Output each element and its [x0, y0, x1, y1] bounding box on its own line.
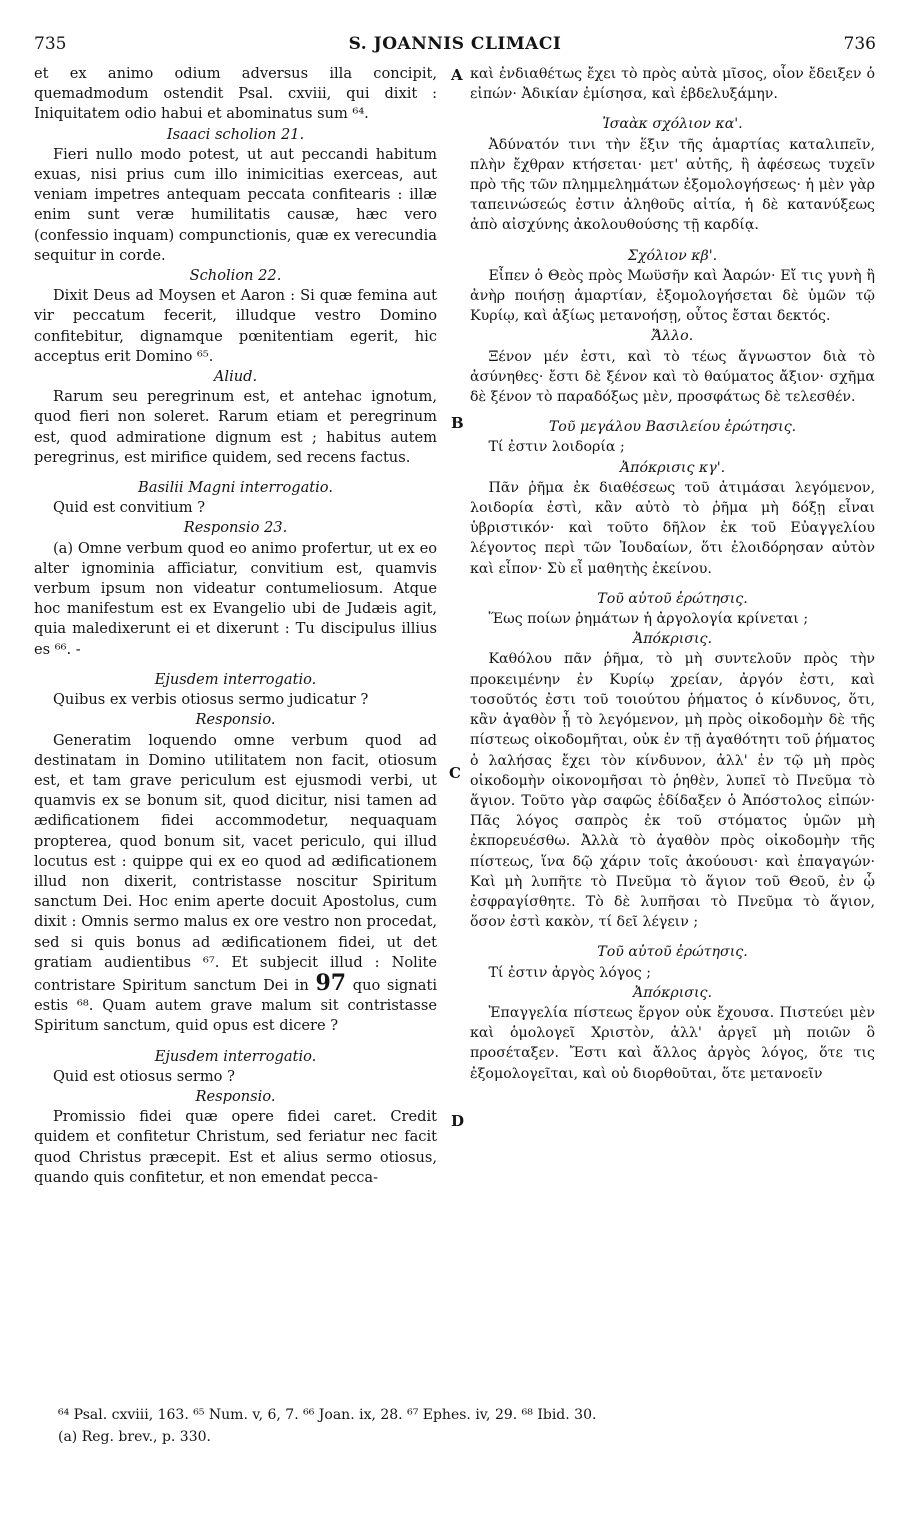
- footnote-line-1: ⁶⁴ Psal. cxviii, 163. ⁶⁵ Num. v, 6, 7. ⁶⁶ Joan. ix, 28. ⁶⁷ Ephes. iv, 29. ⁶⁸ Ibid. 30.: [58, 1407, 597, 1423]
- latin-question-2: Quibus ex verbis otiosus sermo judicatur ?: [52, 691, 369, 709]
- latin-para-6: [34, 731, 437, 1037]
- latin-question-1: Quid est convitium ?: [52, 499, 206, 517]
- greek-para-5: Πᾶν ῥῆμα ἐκ διαθέσεως τοῦ ἀτιμάσαι λεγόμενον, λοιδορία ἐστὶ, κἂν αὐτὸ τὸ ῥῆμα μὴ δόξῃ εἶναι ὑβριστικόν· καὶ τοῦτο δῆλον ἐκ τοῦ Εὐαγγελίου λέγοντος περὶ τῶν Ἰουδαίων, ὅτι ἐλοιδόρησαν αὐτὸν καὶ εἶπον· Σὺ εἶ μαθητὴς ἐκείνου.: [470, 479, 875, 577]
- greek-heading-isaac-21: Ἰσαὰκ σχόλιον κα'.: [602, 116, 743, 133]
- latin-para-3: Dixit Deus ad Moysen et Aaron : Si quæ femina aut vir peccatum fecerit, illudque vestro Domino confitebitur, dignamque pœnitentiam egerit, hic acceptus erit Domino ⁶⁵.: [34, 287, 437, 365]
- section-marker-d: D: [451, 1112, 465, 1130]
- greek-heading-basil: Τοῦ μεγάλου Βασιλείου ἐρώτησις.: [548, 419, 797, 436]
- latin-para-7: Promissio fidei quæ opere fidei caret. Credit quidem et confitetur Christum, sed feriatur nec facit quod Christus præcepit. Est et alius sermo otiosus, quando quis confitetur, et non emendat pecca-: [34, 1108, 437, 1186]
- latin-heading-isaac-21: Isaaci scholion 21.: [166, 125, 305, 143]
- greek-heading-apokrisis-3: Ἀπόκρισις.: [632, 984, 713, 1001]
- greek-heading-apokrisis-2: Ἀπόκρισις.: [632, 631, 713, 648]
- page-number-left: 735: [34, 34, 67, 54]
- greek-heading-autou-1: Τοῦ αὐτοῦ ἐρώτησις.: [597, 590, 748, 607]
- running-title: S. JOANNIS CLIMACI: [348, 34, 562, 54]
- latin-para-2: Fieri nullo modo potest, ut aut peccandi habitum exuas, nisi prius cum illo inimicitias exerceas, aut veniam impetres antequam peccata confitearis : illæ enim sunt veræ humilitatis causæ, hæc vero (confessio inquam) compunctionis, quæ ex verecundia sequitur in corde.: [34, 145, 437, 264]
- latin-heading-ejusdem-1: Ejusdem interrogatio.: [154, 670, 317, 688]
- greek-heading-autou-2: Τοῦ αὐτοῦ ἐρώτησις.: [597, 944, 748, 961]
- greek-para-7: Ἐπαγγελία πίστεως ἔργον οὐκ ἔχουσα. Πιστεύει μὲν καὶ ὁμολογεῖ Χριστὸν, ἀλλ' ἀργεῖ μὴ ποιῶν ὃ προσέταξεν. Ἔστι καὶ ἄλλος ἀργὸς λόγος, ὅτε τις ἐξομολογεῖται, καὶ οὐ διορθοῦται, ὅτε μετανοεῖν: [470, 1004, 875, 1082]
- section-marker-b: B: [451, 414, 464, 432]
- greek-column: [470, 64, 875, 1084]
- section-marker-c: C: [449, 764, 461, 782]
- footnotes: [58, 1404, 878, 1448]
- running-header: [34, 34, 876, 60]
- latin-heading-responsio-23: Responsio 23.: [183, 519, 288, 537]
- latin-heading-responsio-2: Responsio.: [195, 711, 276, 729]
- greek-para-4: Ξένον μέν ἐστι, καὶ τὸ τέως ἄγνωστον διὰ τὸ ἀσύνηθες· ἔστι δὲ ξένον καὶ τὸ θαύματος ἄξιον· σχῆμα δὲ ξένον τὸ παραδόξως μὲν, προσφάτως δὲ τελεσθέν.: [470, 348, 875, 406]
- greek-heading-apokrisis-23: Ἀπόκρισις κγ'.: [619, 459, 726, 476]
- latin-para-6b: quo signati estis ⁶⁸. Quam autem grave malum sit contristasse Spiritum sanctum, quid opus est dicere ?: [34, 976, 438, 1035]
- greek-question-1: Τί ἐστιν λοιδορία ;: [488, 439, 625, 456]
- latin-heading-aliud: Aliud.: [213, 368, 258, 386]
- latin-para-4: Rarum seu peregrinum est, et antehac ignotum, quod fieri non soleret. Rarum etiam et peregrinum est, quod admiratione dignum est ; habitus autem peregrinus, est mirifice quidem, sed recens factus.: [34, 388, 437, 466]
- page-number-right: 736: [843, 34, 876, 54]
- latin-heading-responsio-3: Responsio.: [195, 1087, 276, 1105]
- latin-heading-ejusdem-2: Ejusdem interrogatio.: [154, 1047, 317, 1065]
- greek-question-2: Ἕως ποίων ῥημάτων ἡ ἀργολογία κρίνεται ;: [488, 611, 809, 628]
- greek-para-6: Καθόλου πᾶν ῥῆμα, τὸ μὴ συντελοῦν πρὸς τὴν προκειμένην ἐν Κυρίῳ χρείαν, ἀργόν ἐστι, καὶ τοσοῦτός ἐστι τοῦ τοιούτου ῥήματος ὁ κίνδυνος, ὅτι, κἂν ἀγαθὸν ᾖ τὸ λεγόμενον, μὴ πρὸς οἰκοδομὴν δὲ τῆς πίστεως οἰκοδομῆται, οὐκ ἐν τῇ ἀγαθότητι τοῦ ῥήματος ὁ λαλήσας ἔχει τὸν κίνδυνον, ἀλλ' ἐν τῷ μὴ πρὸς οἰκοδομὴν οἰκονομῆσαι τὸ ῥηθὲν, λυπεῖ τὸ Πνεῦμα τὸ ἅγιον. Τοῦτο γὰρ σαφῶς ἐδίδαξεν ὁ Ἀπόστολος εἰπών· Πᾶς λόγος σαπρὸς ἐκ τοῦ στόματος ὑμῶν μὴ ἐκπορευέσθω. Ἀλλὰ τὸ ἀγαθὸν πρὸς οἰκοδομὴν τῆς πίστεως, ἵνα δῷ χάριν τοῖς ἀκούουσι· καὶ ἐπαγαγών· Καὶ μὴ λυπῆτε τὸ Πνεῦμα τὸ ἅγιον τοῦ Θεοῦ, ἐν ᾧ ἐσφραγίσθητε. Τὸ δὲ λυπῆσαι τὸ Πνεῦμα τὸ ἅγιον, ὅσον ἐστὶ κακὸν, τί δεῖ λέγειν ;: [470, 651, 875, 931]
- column-number-97: 97: [315, 969, 347, 996]
- latin-heading-scholion-22: Scholion 22.: [189, 267, 282, 285]
- section-marker-a: A: [451, 66, 463, 84]
- latin-para-6a: Generatim loquendo omne verbum quod ad destinatam in Domino utilitatem non facit, otiosum est, et tam grave periculum est ejusmodi verbi, ut quamvis ex se bonum sit, quod dicitur, nisi tamen ad ædificationem fidei accommodetur, nequaquam propterea, quod bonum sit, vacet periculo, qui illud locutus est : quippe qui ex eo quod ad ædificationem illud non dixerit, contristasse noscitur Spiritum sanctum Dei. Hoc enim aperte docuit Apostolus, cum dixit : Omnis sermo malus ex ore vestro non procedat, sed si quis bonus ad ædificationem fidei, ut det gratiam audientibus ⁶⁷. Et subjecit illud : Nolite contristare Spiritum sanctum Dei in: [34, 731, 437, 994]
- greek-para-2: Ἀδύνατόν τινι τὴν ἕξιν τῆς ἁμαρτίας καταλιπεῖν, πλὴν ἔχθραν κτήσεται· μετ' αὐτῆς, ἢ ἀφέσεως τυχεῖν πρὸ τῆς τῶν πλημμελημάτων ἐξομολογήσεως· ἡ μὲν γὰρ ταπεινώσεώς ἐστιν ἀληθοῦς αἰτία, ἡ δὲ κατανύξεως ἀπὸ αἰσχύνης ἀκολουθούσης τῇ καρδίᾳ.: [470, 136, 875, 234]
- greek-heading-allo: Ἄλλο.: [651, 328, 694, 345]
- greek-para-1: καὶ ἐνδιαθέτως ἔχει τὸ πρὸς αὐτὰ μῖσος, οἷον ἔδειξεν ὁ εἰπών· Ἀδικίαν ἐμίσησα, καὶ ἐβδελυξάμην.: [470, 66, 875, 103]
- latin-para-1: et ex animo odium adversus illa concipit, quemadmodum ostendit Psal. cxviii, qui dixit : Iniquitatem odio habui et abominatus sum ⁶⁴.: [34, 65, 437, 123]
- greek-question-3: Τί ἐστιν ἀργὸς λόγος ;: [488, 964, 652, 981]
- latin-para-5: (a) Omne verbum quod eo animo profertur, ut ex eo alter ignominia afficiatur, convitium est, quamvis verbum ipsum non videatur contumeliosum. Atque hoc manifestum est ex Evangelio ubi de Judæis agit, quia maledixerunt ei et dixerunt : Tu discipulus illius es ⁶⁶. -: [34, 539, 437, 658]
- latin-column: [34, 64, 437, 1188]
- latin-heading-basil: Basilii Magni interrogatio.: [138, 479, 333, 497]
- latin-question-3: Quid est otiosus sermo ?: [52, 1067, 235, 1085]
- greek-heading-scholion-22: Σχόλιον κβ'.: [627, 247, 718, 264]
- footnote-line-2: (a) Reg. brev., p. 330.: [58, 1429, 211, 1445]
- greek-para-3: Εἶπεν ὁ Θεὸς πρὸς Μωϋσῆν καὶ Ἀαρών· Εἴ τις γυνὴ ἢ ἀνὴρ ποιήσῃ ἁμαρτίαν, ἐξομολογήσεται δὲ ὑμῶν τῷ Κυρίῳ, καὶ ἀξίως μετανοήσῃ, οὗτος ἔσται δεκτός.: [470, 267, 875, 325]
